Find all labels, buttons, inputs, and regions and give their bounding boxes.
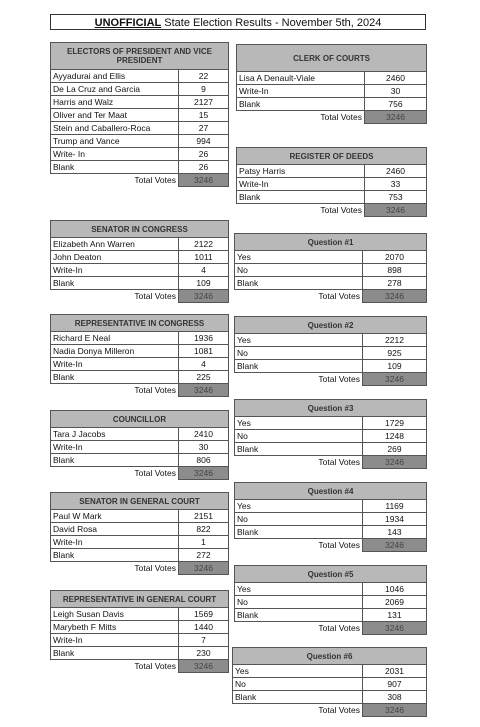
table-row	[51, 251, 229, 264]
table-row	[51, 454, 229, 467]
vote-count: 27	[179, 122, 229, 135]
table-row	[51, 428, 229, 441]
total-votes: 3246	[365, 204, 427, 217]
candidate-name: Lisa A Denault-Viale	[237, 72, 365, 85]
table-row	[51, 238, 229, 251]
race-header: CLERK OF COURTS	[237, 45, 427, 72]
vote-count: 2410	[179, 428, 229, 441]
total-row	[235, 290, 427, 303]
page-title	[50, 14, 426, 30]
choice-name: Yes	[235, 417, 363, 430]
vote-count: 2460	[365, 165, 427, 178]
title-unofficial: UNOFFICIAL	[94, 17, 162, 29]
race-header: Question #6	[233, 648, 427, 665]
race-header: ELECTORS OF PRESIDENT AND VICE PRESIDENT	[51, 43, 229, 70]
total-votes: 3246	[363, 290, 427, 303]
candidate-name: Ayyadurai and Ellis	[51, 70, 179, 83]
vote-count: 30	[365, 85, 427, 98]
vote-count: 1569	[179, 608, 229, 621]
table-row	[51, 148, 229, 161]
total-label: Total Votes	[134, 291, 176, 302]
vote-count: 994	[179, 135, 229, 148]
table-row	[235, 609, 427, 622]
table-row	[233, 691, 427, 704]
vote-count: 26	[179, 148, 229, 161]
table-row	[51, 647, 229, 660]
vote-count: 272	[179, 549, 229, 562]
total-row	[51, 660, 229, 673]
table-row	[237, 98, 427, 111]
candidate-name: Richard E Neal	[51, 332, 179, 345]
total-row	[51, 174, 229, 187]
table-row	[233, 665, 427, 678]
total-row	[237, 111, 427, 124]
table-row	[51, 96, 229, 109]
choice-name: Blank	[235, 360, 363, 373]
choice-name: Blank	[235, 443, 363, 456]
vote-count: 131	[363, 609, 427, 622]
total-label: Total Votes	[134, 175, 176, 186]
table-row	[235, 526, 427, 539]
total-row	[51, 290, 229, 303]
table-row	[235, 417, 427, 430]
vote-count: 109	[179, 277, 229, 290]
total-label: Total Votes	[318, 623, 360, 634]
candidate-name: Patsy Harris	[237, 165, 365, 178]
race-electors	[50, 42, 229, 187]
choice-name: No	[235, 264, 363, 277]
candidate-name: Elizabeth Ann Warren	[51, 238, 179, 251]
race-rep-congress	[50, 314, 229, 397]
table-row	[51, 549, 229, 562]
table-row	[51, 621, 229, 634]
vote-count: 278	[363, 277, 427, 290]
table-row	[51, 510, 229, 523]
vote-count: 2460	[365, 72, 427, 85]
race-councillor	[50, 410, 229, 480]
race-clerk-courts	[236, 44, 427, 124]
vote-count: 753	[365, 191, 427, 204]
total-label: Total Votes	[134, 385, 176, 396]
total-votes: 3246	[363, 704, 427, 717]
candidate-name: Trump and Vance	[51, 135, 179, 148]
total-votes: 3246	[179, 290, 229, 303]
choice-name: No	[235, 513, 363, 526]
vote-count: 308	[363, 691, 427, 704]
table-row	[51, 523, 229, 536]
table-row	[235, 443, 427, 456]
candidate-name: Leigh Susan Davis	[51, 608, 179, 621]
vote-count: 143	[363, 526, 427, 539]
vote-count: 33	[365, 178, 427, 191]
race-header: Question #4	[235, 483, 427, 500]
table-row	[235, 583, 427, 596]
candidate-name: Blank	[237, 98, 365, 111]
candidate-name: Harris and Walz	[51, 96, 179, 109]
total-row	[235, 456, 427, 469]
choice-name: No	[233, 678, 363, 691]
vote-count: 109	[363, 360, 427, 373]
vote-count: 1046	[363, 583, 427, 596]
candidate-name: De La Cruz and Garcia	[51, 83, 179, 96]
choice-name: Yes	[233, 665, 363, 678]
total-votes: 3246	[363, 373, 427, 386]
vote-count: 1169	[363, 500, 427, 513]
vote-count: 1729	[363, 417, 427, 430]
vote-count: 4	[179, 264, 229, 277]
table-row	[51, 277, 229, 290]
candidate-name: Oliver and Ter Maat	[51, 109, 179, 122]
candidate-name: Blank	[237, 191, 365, 204]
total-votes: 3246	[179, 562, 229, 575]
table-row	[51, 264, 229, 277]
race-header: Question #1	[235, 234, 427, 251]
table-row	[233, 678, 427, 691]
candidate-name: Blank	[51, 454, 179, 467]
vote-count: 7	[179, 634, 229, 647]
vote-count: 4	[179, 358, 229, 371]
candidate-name: Write-In	[51, 536, 179, 549]
table-row	[51, 441, 229, 454]
table-row	[51, 70, 229, 83]
vote-count: 898	[363, 264, 427, 277]
candidate-name: Tara J Jacobs	[51, 428, 179, 441]
candidate-name: Write-In	[237, 178, 365, 191]
vote-count: 9	[179, 83, 229, 96]
vote-count: 1934	[363, 513, 427, 526]
table-row	[235, 500, 427, 513]
vote-count: 230	[179, 647, 229, 660]
choice-name: Yes	[235, 334, 363, 347]
race-header: Question #2	[235, 317, 427, 334]
candidate-name: Blank	[51, 161, 179, 174]
total-row	[51, 562, 229, 575]
total-row	[235, 539, 427, 552]
choice-name: Blank	[235, 277, 363, 290]
total-votes: 3246	[179, 384, 229, 397]
table-row	[235, 251, 427, 264]
candidate-name: Nadia Donya Milleron	[51, 345, 179, 358]
table-row	[51, 345, 229, 358]
title-text: State Election Results - November 5th, 2024	[161, 17, 382, 29]
race-header: REPRESENTATIVE IN GENERAL COURT	[51, 591, 229, 608]
table-row	[235, 334, 427, 347]
race-header: Question #5	[235, 566, 427, 583]
choice-name: Blank	[235, 609, 363, 622]
race-question-3	[234, 399, 427, 469]
race-header: REPRESENTATIVE IN CONGRESS	[51, 315, 229, 332]
total-row	[51, 384, 229, 397]
vote-count: 1011	[179, 251, 229, 264]
candidate-name: Write- In	[51, 148, 179, 161]
table-row	[51, 358, 229, 371]
total-votes: 3246	[365, 111, 427, 124]
vote-count: 2070	[363, 251, 427, 264]
choice-name: No	[235, 347, 363, 360]
total-votes: 3246	[179, 660, 229, 673]
choice-name: Yes	[235, 251, 363, 264]
total-label: Total Votes	[134, 563, 176, 574]
candidate-name: John Deaton	[51, 251, 179, 264]
candidate-name: Write-In	[51, 358, 179, 371]
vote-count: 1	[179, 536, 229, 549]
vote-count: 2031	[363, 665, 427, 678]
race-question-2	[234, 316, 427, 386]
vote-count: 907	[363, 678, 427, 691]
choice-name: Blank	[235, 526, 363, 539]
vote-count: 2212	[363, 334, 427, 347]
candidate-name: Write-In	[51, 441, 179, 454]
race-question-4	[234, 482, 427, 552]
choice-name: No	[235, 596, 363, 609]
table-row	[51, 608, 229, 621]
total-label: Total Votes	[320, 205, 362, 216]
table-row	[51, 122, 229, 135]
total-row	[233, 704, 427, 717]
total-votes: 3246	[179, 174, 229, 187]
total-votes: 3246	[363, 622, 427, 635]
table-row	[237, 85, 427, 98]
vote-count: 26	[179, 161, 229, 174]
vote-count: 2127	[179, 96, 229, 109]
race-header: SENATOR IN GENERAL COURT	[51, 493, 229, 510]
vote-count: 225	[179, 371, 229, 384]
table-row	[51, 135, 229, 148]
total-row	[235, 622, 427, 635]
table-row	[235, 430, 427, 443]
table-row	[235, 264, 427, 277]
total-label: Total Votes	[318, 374, 360, 385]
race-header: REGISTER OF DEEDS	[237, 148, 427, 165]
table-row	[237, 165, 427, 178]
choice-name: No	[235, 430, 363, 443]
choice-name: Blank	[233, 691, 363, 704]
candidate-name: Blank	[51, 549, 179, 562]
candidate-name: Stein and Caballero-Roca	[51, 122, 179, 135]
race-senator-congress	[50, 220, 229, 303]
vote-count: 2122	[179, 238, 229, 251]
vote-count: 756	[365, 98, 427, 111]
table-row	[51, 109, 229, 122]
table-row	[51, 634, 229, 647]
vote-count: 2151	[179, 510, 229, 523]
vote-count: 1248	[363, 430, 427, 443]
race-header: COUNCILLOR	[51, 411, 229, 428]
candidate-name: Write-In	[51, 634, 179, 647]
table-row	[51, 536, 229, 549]
total-label: Total Votes	[318, 540, 360, 551]
vote-count: 1936	[179, 332, 229, 345]
total-votes: 3246	[363, 456, 427, 469]
race-question-5	[234, 565, 427, 635]
race-question-6	[232, 647, 427, 717]
candidate-name: David Rosa	[51, 523, 179, 536]
vote-count: 22	[179, 70, 229, 83]
vote-count: 822	[179, 523, 229, 536]
vote-count: 30	[179, 441, 229, 454]
total-label: Total Votes	[318, 291, 360, 302]
table-row	[235, 347, 427, 360]
candidate-name: Marybeth F Mitts	[51, 621, 179, 634]
table-row	[235, 277, 427, 290]
table-row	[51, 332, 229, 345]
total-label: Total Votes	[318, 457, 360, 468]
total-row	[235, 373, 427, 386]
vote-count: 269	[363, 443, 427, 456]
table-row	[51, 83, 229, 96]
race-register-deeds	[236, 147, 427, 217]
vote-count: 806	[179, 454, 229, 467]
table-row	[51, 161, 229, 174]
total-row	[237, 204, 427, 217]
vote-count: 1081	[179, 345, 229, 358]
vote-count: 1440	[179, 621, 229, 634]
total-row	[51, 467, 229, 480]
table-row	[237, 178, 427, 191]
race-rep-general-court	[50, 590, 229, 673]
total-votes: 3246	[179, 467, 229, 480]
race-header: SENATOR IN CONGRESS	[51, 221, 229, 238]
table-row	[237, 72, 427, 85]
table-row	[235, 360, 427, 373]
table-row	[235, 513, 427, 526]
candidate-name: Write-In	[51, 264, 179, 277]
candidate-name: Blank	[51, 277, 179, 290]
candidate-name: Blank	[51, 647, 179, 660]
choice-name: Yes	[235, 500, 363, 513]
race-header: Question #3	[235, 400, 427, 417]
candidate-name: Paul W Mark	[51, 510, 179, 523]
vote-count: 15	[179, 109, 229, 122]
total-label: Total Votes	[134, 661, 176, 672]
choice-name: Yes	[235, 583, 363, 596]
table-row	[51, 371, 229, 384]
total-label: Total Votes	[318, 705, 360, 716]
total-label: Total Votes	[134, 468, 176, 479]
table-row	[237, 191, 427, 204]
vote-count: 925	[363, 347, 427, 360]
race-question-1	[234, 233, 427, 303]
table-row	[235, 596, 427, 609]
candidate-name: Blank	[51, 371, 179, 384]
race-senator-general-court	[50, 492, 229, 575]
candidate-name: Write-In	[237, 85, 365, 98]
vote-count: 2069	[363, 596, 427, 609]
total-label: Total Votes	[320, 112, 362, 123]
total-votes: 3246	[363, 539, 427, 552]
